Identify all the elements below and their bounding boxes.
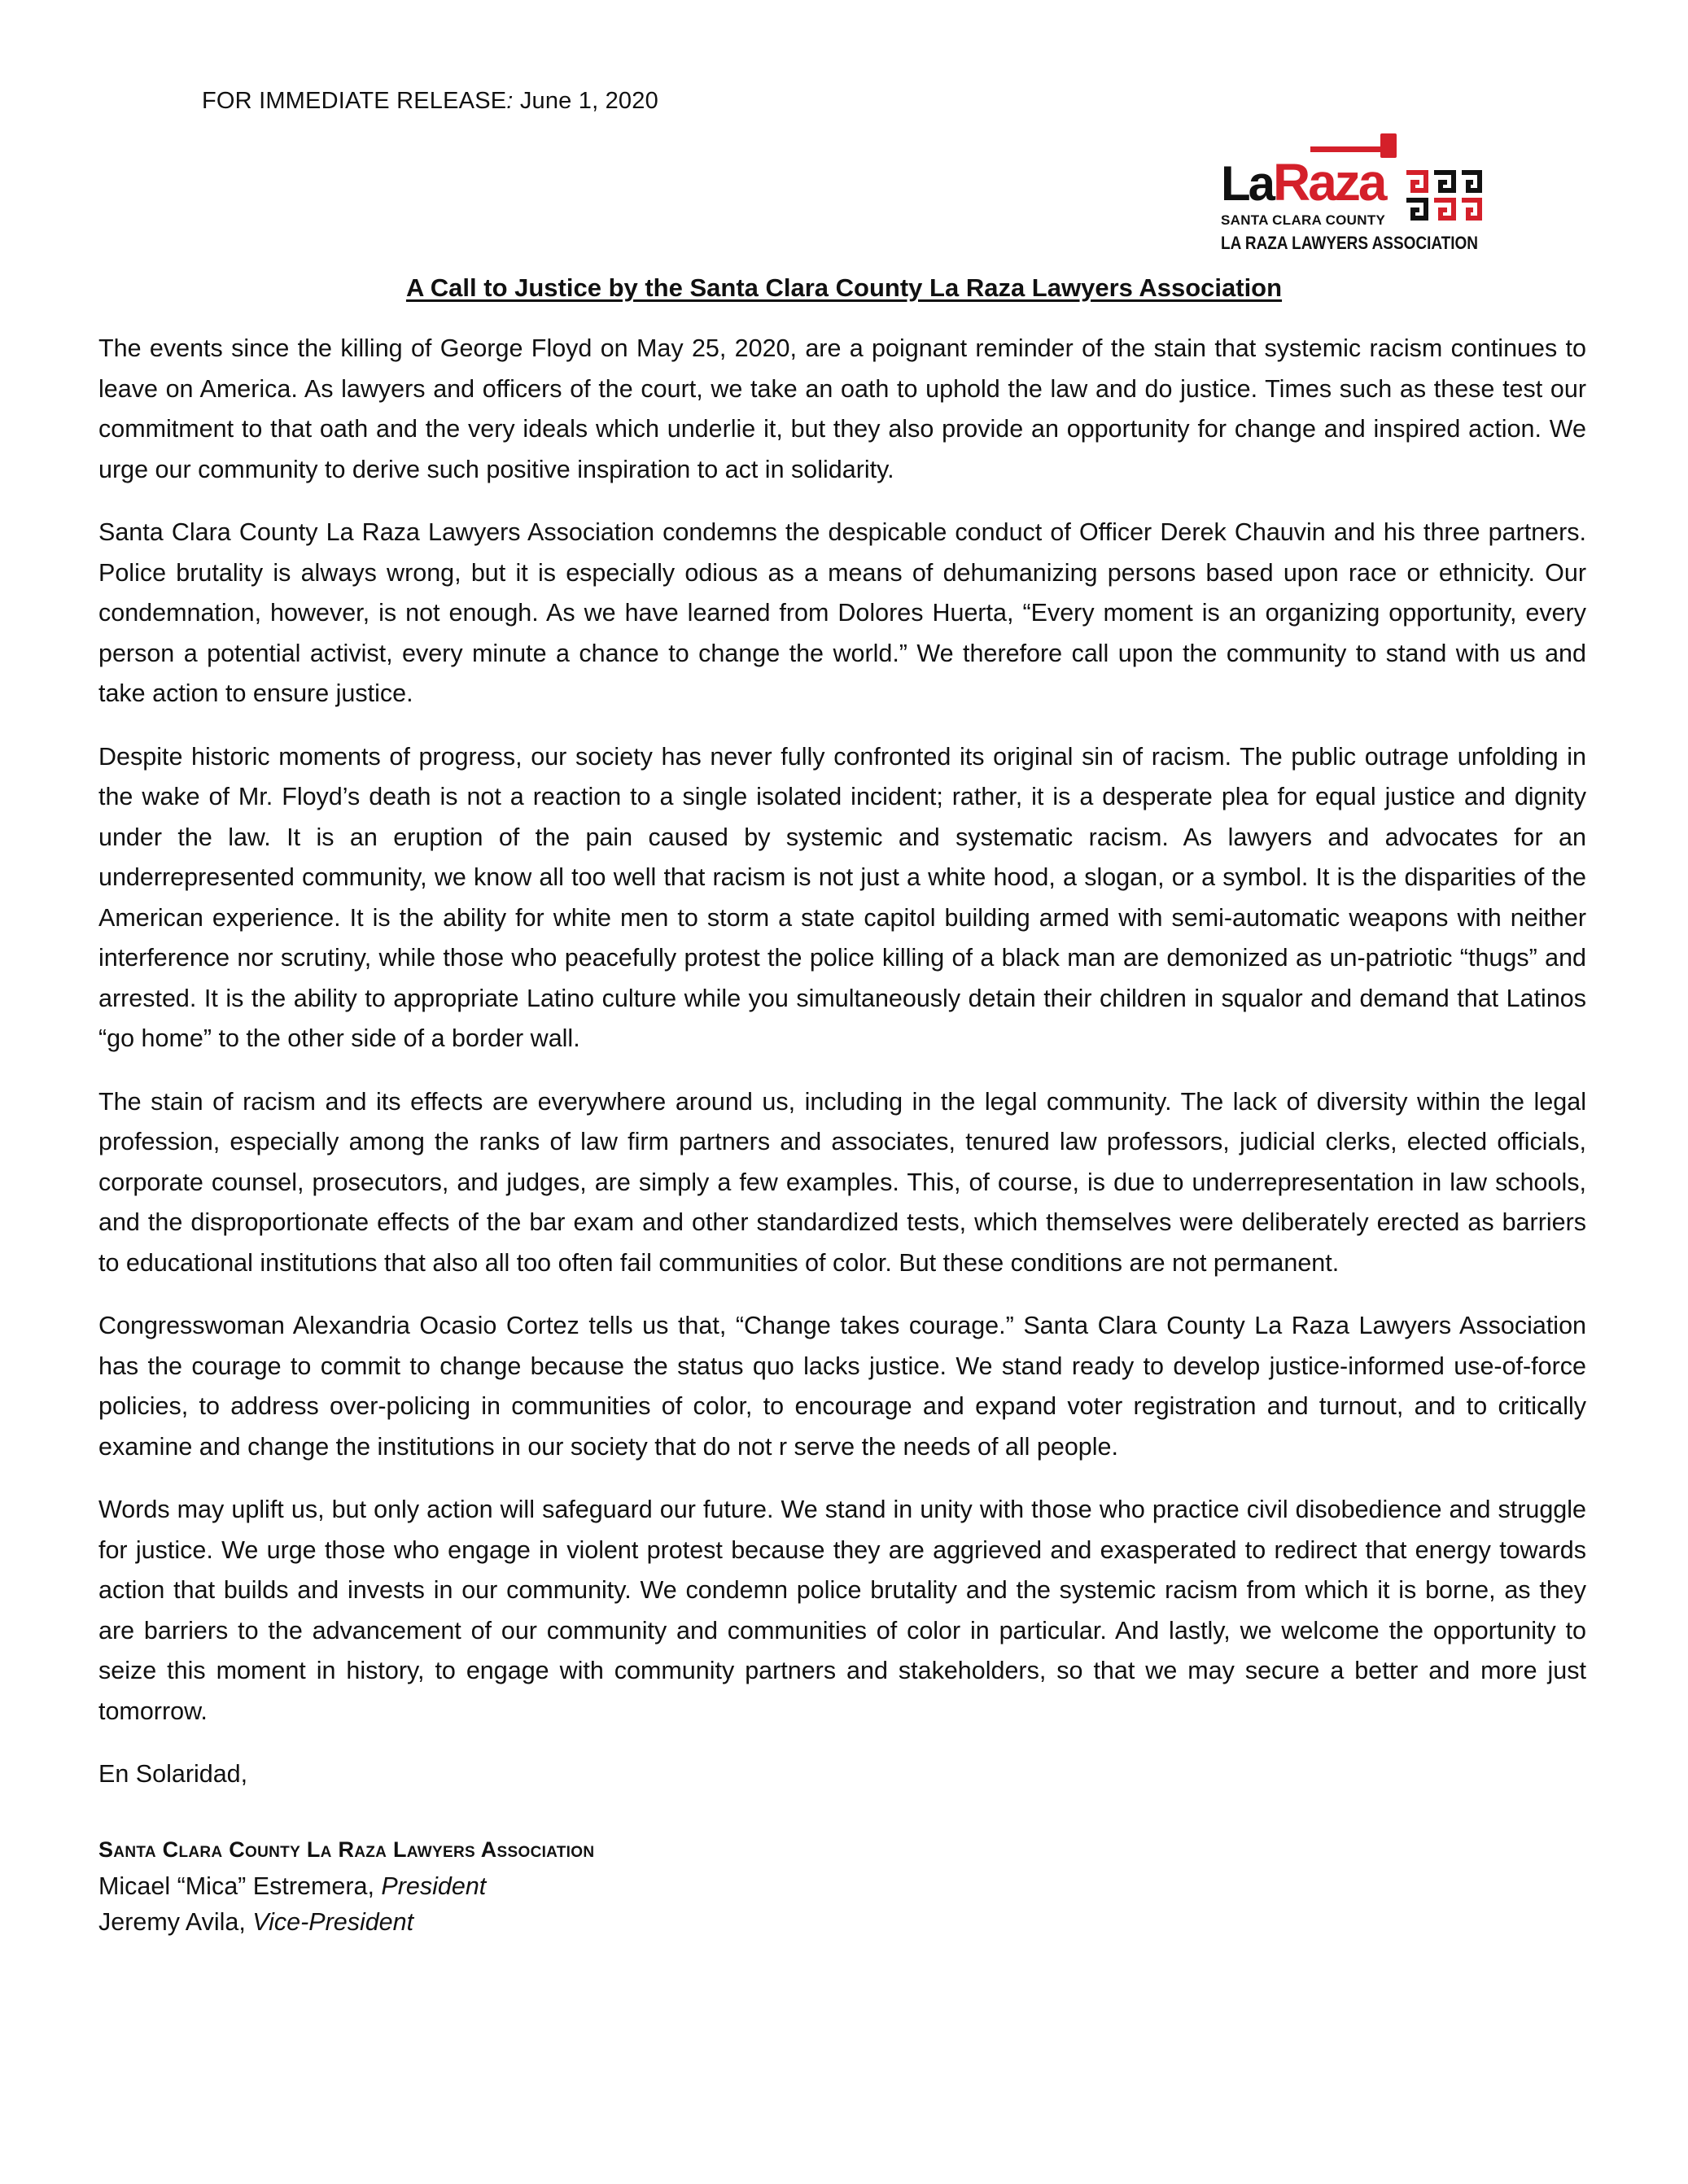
signature-line-president	[98, 1868, 1586, 1904]
closing-salutation: En Solaridad,	[98, 1760, 248, 1788]
signature-organization: Santa Clara County La Raza Lawyers Association	[98, 1837, 595, 1862]
release-separator: :	[506, 88, 514, 114]
la-raza-logo	[1221, 129, 1481, 260]
paragraph: The stain of racism and its effects are everywhere around us, including in the legal community. The lack of diversity within the legal profession, especially among the ranks of law firm partners and associates, tenured law professors, judicial clerks, elected officials, corporate counsel, prosecutors, and judges, are simply a few examples. This, of course, is due to underrepresentation in law schools, and the disproportionate effects of the bar exam and other standardized tests, which themselves were deliberately erected as barriers to educational institutions that also all too often fail communities of color. But these conditions are not permanent.	[98, 1087, 1586, 1277]
paragraph: Congresswoman Alexandria Ocasio Cortez tells us that, “Change takes courage.” Santa Clara County La Raza Lawyers Association has the courage to commit to change because the status quo lacks justice. We stand ready to develop justice-informed use-of-force policies, to address over-policing in communities of color, to encourage and expand voter registration and turnout, and to critically examine and change the institutions in our society that do not r serve the needs of all people.	[98, 1312, 1586, 1461]
signer-title: President	[381, 1872, 487, 1900]
signer-title: Vice-President	[252, 1907, 414, 1936]
signer-name: Micael “Mica” Estremera,	[98, 1872, 382, 1900]
logo-line2: LA RAZA LAWYERS ASSOCIATION	[1221, 233, 1478, 253]
release-line	[202, 88, 658, 115]
signature-line-vice-president	[98, 1904, 1586, 1940]
logo-line1: SANTA CLARA COUNTY	[1221, 212, 1386, 228]
release-date: June 1, 2020	[519, 88, 658, 114]
meander-pattern-icon	[1406, 173, 1480, 218]
signer-name: Jeremy Avila,	[98, 1907, 253, 1936]
paragraph: Santa Clara County La Raza Lawyers Association condemns the despicable conduct of Officer Derek Chauvin and his three partners. Police brutality is always wrong, but it is especially odious as a means of dehumanizing persons based upon race or ethnicity. Our condemnation, however, is not enough. As we have learned from Dolores Huerta, “Every moment is an organizing opportunity, every person a potential activist, every minute a chance to change the world.” We therefore call upon the community to stand with us and take action to ensure justice.	[98, 518, 1586, 707]
document-body	[98, 329, 1586, 1940]
document-title: A Call to Justice by the Santa Clara County La Raza Lawyers Association	[405, 273, 1283, 302]
logo-wordmark: LaRaza	[1221, 153, 1385, 212]
release-label: FOR IMMEDIATE RELEASE	[202, 88, 507, 114]
paragraph: The events since the killing of George Floyd on May 25, 2020, are a poignant reminder of the stain that systemic racism continues to leave on America. As lawyers and officers of the court, we take an oath to uphold the law and do justice. Times such as these test our commitment to that oath and the very ideals which underlie it, but they also provide an opportunity for change and inspired action. We urge our community to derive such positive inspiration to act in solidarity.	[98, 334, 1586, 483]
paragraph: Despite historic moments of progress, our society has never fully confronted its original sin of racism. The public outrage unfolding in the wake of Mr. Floyd’s death is not a reaction to a single isolated incident; rather, it is a desperate plea for equal justice and dignity under the law. It is an eruption of the pain caused by systemic and systematic racism. As lawyers and advocates for an underrepresented community, we know all too well that racism is not just a white hood, a slogan, or a symbol. It is the disparities of the American experience. It is the ability for white men to storm a state capitol building armed with semi-automatic weapons with neither interference nor scrutiny, while those who peacefully protest the police killing of a black man are demonized as un-patriotic “thugs” and arrested. It is the ability to appropriate Latino culture while you simultaneously detain their children in squalor and demand that Latinos “go home” to the other side of a border wall.	[98, 742, 1586, 1052]
paragraph: Words may uplift us, but only action will safeguard our future. We stand in unity with those who practice civil disobedience and struggle for justice. We urge those who engage in violent protest because they are aggrieved and exasperated to redirect that energy towards action that builds and invests in our community. We condemn police brutality and the systemic racism from which it is borne, as they are barriers to the advancement of our community and communities of color in particular. And lastly, we welcome the opportunity to seize this moment in history, to engage with community partners and stakeholders, so that we may secure a better and more just tomorrow.	[98, 1496, 1586, 1725]
